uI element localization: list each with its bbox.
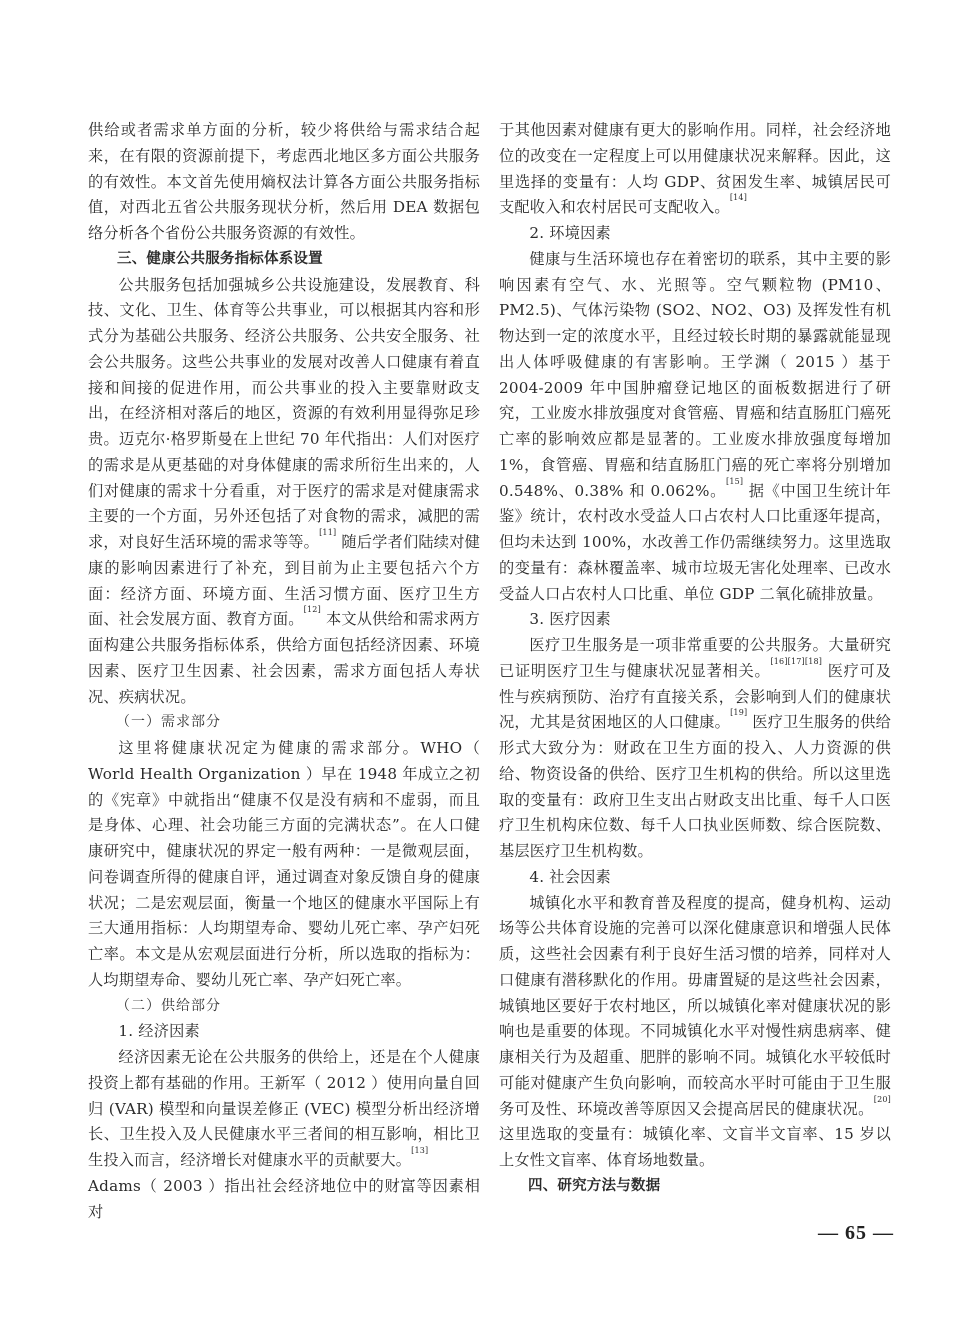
paragraph — [88, 273, 480, 711]
citation: [12] — [303, 605, 321, 615]
subsection-heading: （二）供给部分 — [116, 997, 221, 1014]
citation: [13] — [411, 1146, 429, 1155]
subsubsection-heading: 1. 经济因素 — [118, 1022, 200, 1041]
right-column — [499, 118, 891, 1200]
subsubsection-heading: 4. 社会因素 — [529, 867, 611, 886]
paragraph-text: 健康与生活环境也存在着密切的联系，其中主要的影响因素有空气、水、光照等。空气颗粒物 (PM10、PM2.5)、气体污染物 (SO2、NO2、O3) 及挥发性有机物达到一定的浓度水平，且经过较长时期的暴露就能显现出人体呼吸健康的有害影响。王学渊（ 2015 ）基于 2004-2009 年中国肿瘤登记地区的面板数据进行了研究，工业废水排放强度对食管癌、胃癌和结直肠肛门癌死亡率的影响效应都是显著的。工业废水排放强度每增加 1%，食管癌、胃癌和结直肠肛门癌的死亡率将分别增加 0.548%、0.38% 和 0.062%。 — [499, 249, 891, 500]
paragraph-text: 医疗卫生服务是一项非常重要的公共服务。大量研究已证明医疗卫生与健康状况显著相关。 — [499, 636, 891, 680]
subsection-heading: （一）需求部分 — [116, 714, 221, 731]
paragraph-text: 于其他因素对健康有更大的影响作用。同样，社会经济地位的改变在一定程度上可以用健康状况来解释。因此，这里选择的变量有：人均 GDP、贫困发生率、城镇居民可支配收入和农村居民可支配收入。 — [499, 121, 891, 217]
citation: [15] — [726, 476, 744, 486]
paragraph-text: 随后学者们陆续对健康的影响因素进行了补充，到目前为止主要包括六个方面：经济方面、环境方面、生活习惯方面、医疗卫生方面、社会发展方面、教育方面。 — [88, 533, 481, 629]
paragraph — [499, 118, 891, 221]
paragraph — [499, 247, 891, 608]
paragraph-text: 这里选取的变量有：城镇化率、文盲半文盲率、15 岁以上女性文盲率、体育场地数量。 — [499, 1125, 891, 1169]
paragraph — [499, 633, 891, 865]
citation: [19] — [730, 708, 748, 718]
page-number: — 65 — — [818, 1222, 894, 1244]
citation: [20] — [873, 1094, 891, 1104]
left-column — [88, 118, 480, 1225]
paragraph — [499, 891, 891, 1174]
paragraph-text: 城镇化水平和教育普及程度的提高，健身机构、运动场等公共体育设施的完善可以深化健康意识和增强人民体质，这些社会因素有利于良好生活习惯的培养，同样对人口健康有潜移默化的作用。毋庸置疑的是这些社会因素，城镇地区要好于农村地区，所以城镇化率对健康状况的影响也是重要的体现。不同城镇化水平对慢性病患病率、健康相关行为及超重、肥胖的影响不同。城镇化水平较低时可能对健康产生负向影响，而较高水平时可能由于卫生服务可及性、环境改善等原因又会提高居民的健康状况。 — [499, 893, 891, 1118]
subsubsection-heading: 3. 医疗因素 — [529, 610, 611, 629]
citation: [14] — [729, 193, 748, 203]
section-heading: 四、研究方法与数据 — [528, 1177, 661, 1194]
paragraph-text: Adams（ 2003 ）指出社会经济地位中的财富等因素相对 — [88, 1176, 480, 1221]
section-heading: 三、健康公共服务指标体系设置 — [117, 250, 323, 267]
paragraph-text: 据《中国卫生统计年鉴》统计，农村改水受益人口占农村人口比重逐年提高，但均未达到 100%，水改善工作仍需继续努力。这里选取的变量有：森林覆盖率、城市垃圾无害化处理率、已改水受益人口占农村人口比重、单位 GDP 二氧化硫排放量。 — [499, 481, 892, 603]
citation: [16][17][18] — [770, 656, 823, 666]
paragraph-text: 医疗卫生服务的供给形式大致分为：财政在卫生方面的投入、人力资源的供给、物资设备的供给、医疗卫生机构的供给。所以这里选取的变量有：政府卫生支出占财政支出比重、每千人口医疗卫生机构床位数、每千人口执业医师数、综合医院数、基层医疗卫生机构数。 — [499, 713, 892, 860]
citation: [11] — [319, 528, 337, 537]
paragraph-text: 公共服务包括加强城乡公共设施建设，发展教育、科技、文化、卫生、体育等公共事业，可以根据其内容和形式分为基础公共服务、经济公共服务、公共安全服务、社会公共服务。这些公共事业的发展对改善人口健康有着直接和间接的促进作用，而公共事业的投入主要靠财政支出，在经济相对落后的地区，资源的有效利用显得弥足珍贵。迈克尔·格罗斯曼在上世纪 70 年代指出：人们对医疗的需求是从更基础的对身体健康的需求所衍生出来的，人们对健康的需求十分看重，对于医疗的需求是对健康需求主要的一个方面，另外还包括了对食物的需求，减肥的需求，对良好生活环境的需求等等。 — [88, 275, 480, 551]
paragraph-text: 经济因素无论在公共服务的供给上，还是在个人健康投资上都有基础的作用。王新军（ 2012 ）使用向量自回归 (VAR) 模型和向量误差修正 (VEC) 模型分析出经济增长、卫生投入及人民健康水平三者间的相互影响，相比卫生投入而言，经济增长对健康水平的贡献要大。 — [88, 1048, 480, 1169]
paragraph-text: 本文从供给和需求两方面构建公共服务指标体系，供给方面包括经济因素、环境因素、医疗卫生因素、社会因素，需求方面包括人寿状况、疾病状况。 — [88, 610, 480, 706]
paragraph: 供给或者需求单方面的分析，较少将供给与需求结合起来，在有限的资源前提下，考虑西北地区多方面公共服务的有效性。本文首先使用熵权法计算各方面公共服务指标值，对西北五省公共服务现状分析，然后用 DEA 数据包络分析各个省份公共服务资源的有效性。 — [88, 121, 480, 242]
paragraph-text: 医疗可及性与疾病预防、治疗有直接关系，会影响到人们的健康状况，尤其是贫困地区的人口健康。 — [499, 661, 892, 732]
subsubsection-heading: 2. 环境因素 — [529, 224, 611, 242]
paragraph — [88, 1045, 480, 1225]
paragraph: 这里将健康状况定为健康的需求部分。WHO（ World Health Organization ）早在 1948 年成立之初的《宪章》中就指出“健康不仅是没有病和不虚弱，而且是身体、心理、社会功能三方面的完满状态”。在人口健康研究中，健康状况的界定一般有两种：一是微观层面，问卷调查所得的健康自评，通过调查对象反馈自身的健康状况；二是宏观层面，衡量一个地区的健康水平国际上有三大通用指标：人均期望寿命、婴幼儿死亡率、孕产妇死亡率。本文是从宏观层面进行分析，所以选取的指标为：人均期望寿命、婴幼儿死亡率、孕产妇死亡率。 — [88, 739, 480, 989]
